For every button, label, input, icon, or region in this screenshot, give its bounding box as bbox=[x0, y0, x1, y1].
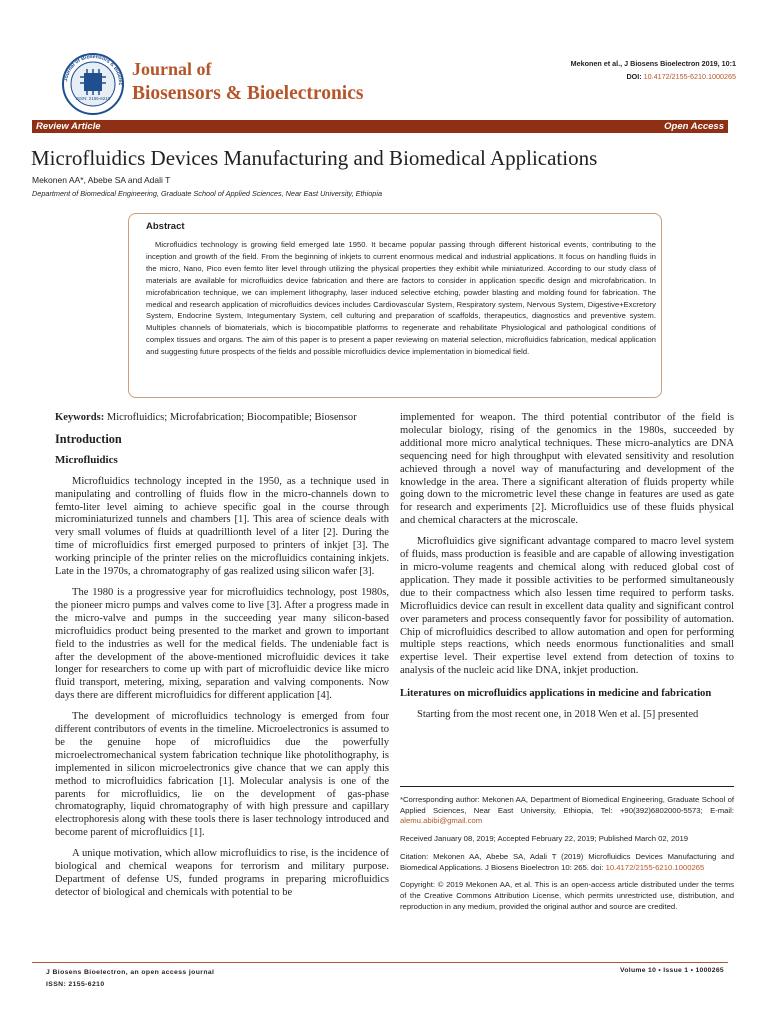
footnote bbox=[400, 795, 734, 919]
microfluidics-heading: Microfluidics bbox=[55, 453, 118, 466]
journal-name bbox=[132, 60, 363, 104]
header-doi-label: DOI: bbox=[626, 72, 642, 81]
email-link[interactable]: alemu.abibi@gmail.com bbox=[400, 816, 483, 826]
copyright: Copyright: © 2019 Mekonen AA, et al. This is an open-access article distributed under the terms of the Creative Commons Attribution License, which permits unrestricted use, distribution, and reproduction in any medium, provided the original author and source are credited. bbox=[400, 880, 734, 911]
logo-issn: ISSN: 2155-6210 bbox=[75, 96, 111, 101]
article-type-label: Review Article bbox=[36, 121, 101, 132]
logo-ring-text: Journal of Biosensors & Bioelec bbox=[63, 53, 124, 86]
citation-text: Citation: Mekonen AA, Abebe SA, Adali T (2019) Microfluidics Devices Manufacturing and Biomedical Applications. J Biosens Bioelectron 10: 265. doi: bbox=[400, 851, 734, 872]
header-doi-link[interactable]: 10.4172/2155-6210.1000265 bbox=[643, 72, 736, 81]
footer-issn: ISSN: 2155-6210 bbox=[46, 981, 105, 988]
open-access-label: Open Access bbox=[664, 121, 724, 132]
paragraph: Microfluidics technology incepted in the 1950, as a technique used in manipulating and controlling of fluids flow in the micro-channels down to femto-liter level aiming to achieve specific goal in the course through microminiaturized tunnels and chambers [1]. This area of science deals with very small volumes of fluids at quadrillionth level of a liter [2]. During the time of microfluidics first emerged purposed to printers of inkjet [3]. The working principle of the printer relies on the microfluidics containing inkjets. Late in the 1970s, a chromatography of gas realized using silicon wafer [3]. bbox=[55, 475, 389, 578]
footer-left bbox=[46, 967, 214, 991]
right-column bbox=[400, 412, 734, 730]
keywords-label: Keywords: bbox=[55, 412, 105, 423]
paragraph: The development of microfluidics technology is emerged from four different contributors of events in the timeline. Microelectronics is assumed to be the genuine hope of microfluidics due the powerfully microelectromechanical system fabrication technique like photolithography, is implemented in silicon microelectronics give chance that we can apply this method to microfluidics fabrication [1]. Molecular analysis is one of the parents for microfluidics, lie on the development of gas-phase chromatography, liquid chromatography of with high pressure and capillary electrophoresis along with these tools there is laser technology introduced and become parent of microfluidics [1]. bbox=[55, 711, 389, 839]
corresponding-author bbox=[400, 795, 734, 827]
abstract-heading: Abstract bbox=[146, 221, 185, 232]
corresponding-text: *Corresponding author: Mekonen AA, Department of Biomedical Engineering, Graduate School of Applied Sciences, Near East University, Ethiopia, Tel: +90(392)6802000-5573; E-mail: bbox=[400, 795, 734, 815]
footer-volume: Volume 10 • Issue 1 • 1000265 bbox=[619, 967, 724, 974]
introduction-heading: Introduction bbox=[55, 431, 122, 446]
journal-name-line1: Journal of bbox=[132, 59, 212, 79]
dates: Received January 08, 2019; Accepted February 22, 2019; Published March 02, 2019 bbox=[400, 834, 689, 844]
keywords-text: Microfluidics; Microfabrication; Biocompatible; Biosensor bbox=[106, 412, 357, 423]
journal-logo bbox=[62, 53, 124, 115]
article-type-bar bbox=[32, 120, 728, 133]
abstract-text: Microfluidics technology is growing field emerged late 1950. It became popular passing through different historical events, contributing to the inception and growth of the field. From the beginning of inkjets to current enormous medical and industrial applications. It focus on handling fluids in the micro, Nano, Pico even femto liter level through utilizing the physical properties they exhibit while miniaturized. According to our study class of materials are available for microfluidics device fabrication and there are factors to consider in application specific design and microfabrication. In microfabrication technique, we can implement lithography, laser induced selective etching, powder blasting and molding found for fabrication. The medical and research application of microfluidics devices includes Cardiovascular System, Respiratory system, Nervous System, Digestive+Excretory System, Endocrine System, Integumentary System, cell culturing and preparation of scaffolds, therapeutics, diagnostics and preventive system. Multiples channels of biomaterials, which is biocompatible platforms to regenerate and rehabilitate Physiological and pathological conditions of complex tissues and organs. The aim of this paper is to present a paper reviewing on material selection, microfluidics fabrication, medical application and suggesting future prospects of the fields and possible microfluidics device implementation in biomedical field. bbox=[146, 240, 656, 357]
article-authors: Mekonen AA*, Abebe SA and Adali T bbox=[32, 175, 171, 185]
paragraph: Starting from the most recent one, in 2018 Wen et al. [5] presented bbox=[417, 709, 699, 721]
header-citation bbox=[571, 57, 736, 83]
footer-journal: J Biosens Bioelectron, an open access journal bbox=[46, 969, 215, 976]
article-affiliation: Department of Biomedical Engineering, Graduate School of Applied Sciences, Near East University, Ethiopia bbox=[32, 189, 383, 198]
footnote-divider bbox=[400, 786, 734, 787]
journal-name-line2: Biosensors & Bioelectronics bbox=[132, 82, 364, 104]
paragraph: A unique motivation, which allow microfluidics to rise, is the incidence of biological and chemical weapons for terrorism and military purpose. Department of defense US, funded programs in preparing microfluidics detector of biological and chemicals with potential to be bbox=[55, 848, 389, 898]
article-title: Microfluidics Devices Manufacturing and Biomedical Applications bbox=[31, 146, 598, 170]
paragraph: implemented for weapon. The third potential contributor of the field is molecular biology, rising of the genomics in the 1980s, succeeded by additional more micro analytical techniques. These micro-analytics are DNA sequencing need for high throughput with elevated sensitivity and resolution achieved through a novel way of manufacturing and development of the knowledge in the area. There a significant alteration of fluids property while going down to the micrometric level these change in features are used as gate for research and experiments [2]. Microfluidics use of these fluids physical and chemical characters at the microscale. bbox=[400, 412, 734, 527]
footer-divider bbox=[32, 962, 728, 963]
left-column bbox=[55, 412, 389, 908]
paragraph: Microfluidics give significant advantage compared to macro level system of fluids, mass production is feasible and are capable of allowing investigation in micro-volume reagents and chemical along with reduced global cost of application. They made it possible activities to be performed simultaneously due to their compactness which also lessen time required to perform tasks. Microfluidics device can result in excellent data quality and significant control over parameters and process consequently favor for possibility of automation. Chip of microfluidics described to allow automation and open for performing multiple steps reactions, which needs enormous functionalities and small expertise level. Their expertise level extend from detection of toxins to analysis of the nucleic acid like DNA, inkjet production. bbox=[400, 536, 734, 677]
literature-heading: Literatures on microfluidics applications in medicine and fabrication bbox=[400, 688, 712, 700]
citation bbox=[400, 852, 734, 873]
citation-doi-link[interactable]: 10.4172/2155-6210.1000265 bbox=[605, 862, 705, 872]
header-citation-text: Mekonen et al., J Biosens Bioelectron 2019, 10:1 bbox=[570, 59, 736, 68]
keywords bbox=[55, 412, 389, 425]
paragraph: The 1980 is a progressive year for microfluidics technology, post 1980s, the pioneer micro pumps and valves come to live [3]. After a progress made in the micro-valve and pumps in the succeeding year many silicon-based microfluidics product being presented to the market and grown to important field to the industries as well for the medical fields. The undeniable fact is after the development of the above-mentioned microfluidic devices it take longer for researchers to come up with part of microfluidic device like micro fluid transport, metering, mixing, separation and valving components. Now days there are different microfluidics for different application [4]. bbox=[55, 586, 389, 702]
